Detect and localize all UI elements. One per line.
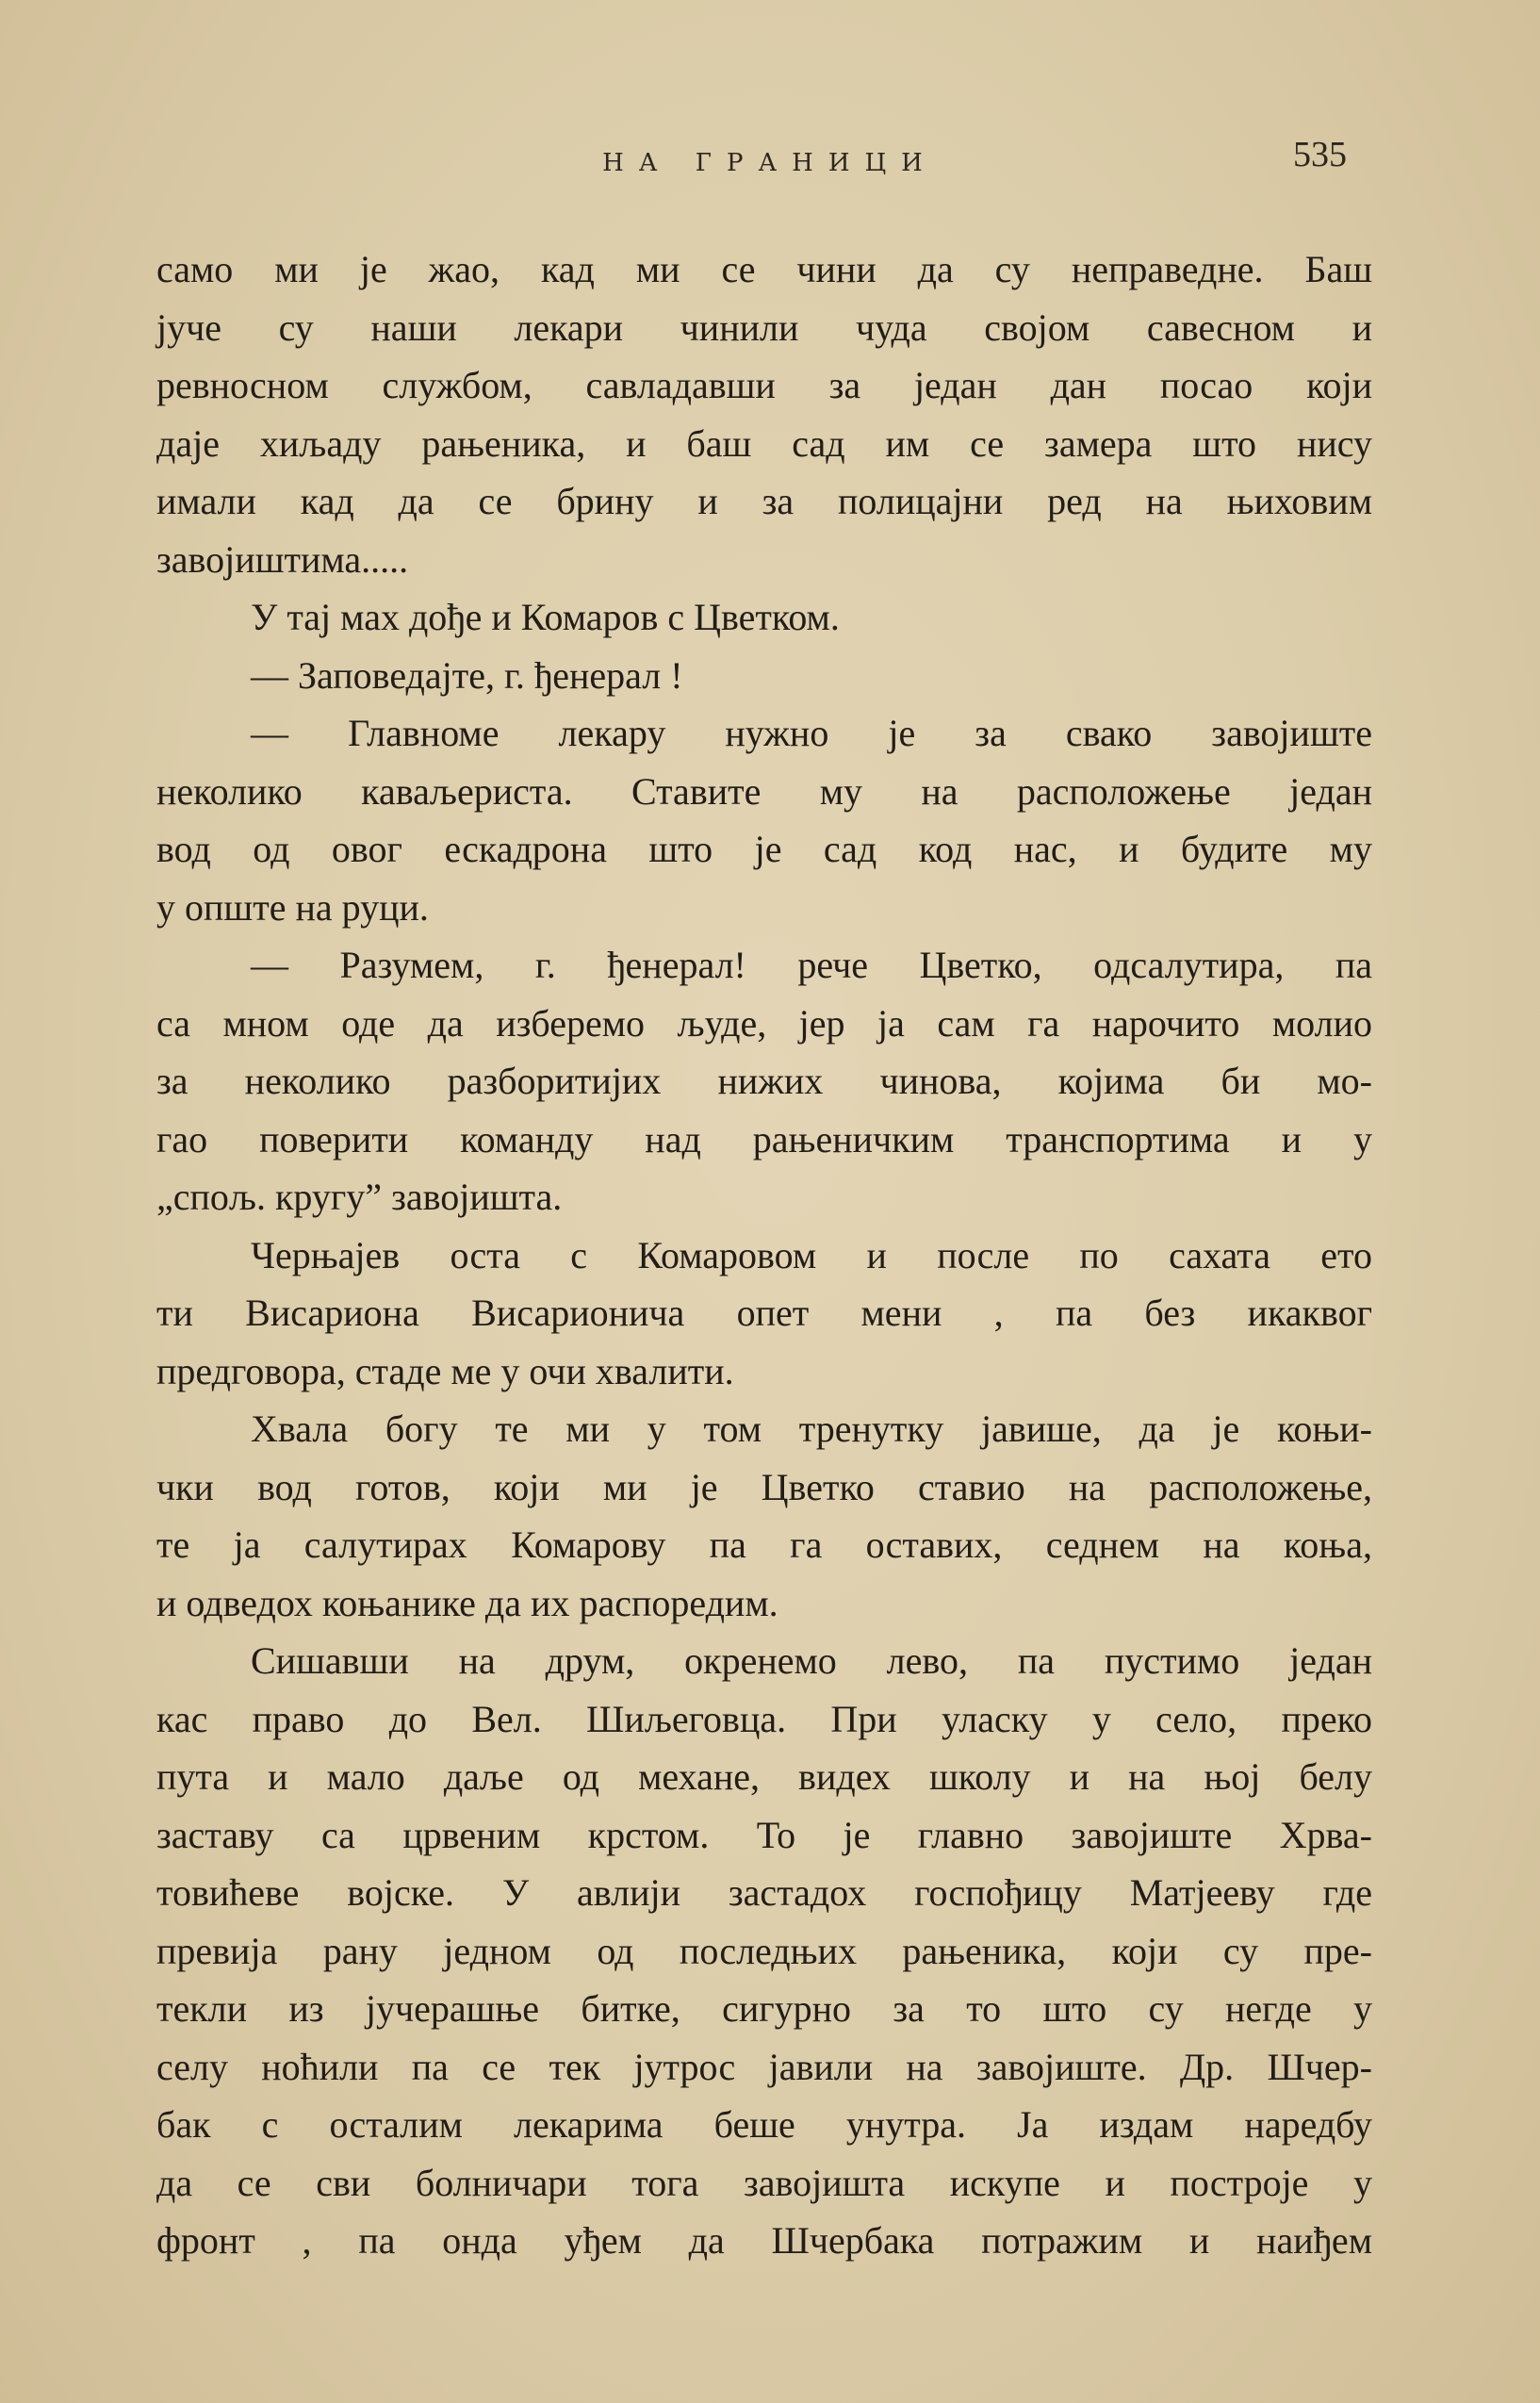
text-line: Черњајев оста с Комаровом и после по сахата ето bbox=[251, 1233, 1372, 1276]
text-line: за неколико разборитијих нижих чинова, којима би мо- bbox=[156, 1060, 1372, 1102]
body-text bbox=[156, 240, 1372, 2270]
text-line: имали кад да се брину и за полицајни ред на њиховим bbox=[156, 480, 1372, 522]
text-line: Сишавши на друм, окренемо лево, па пустимо један bbox=[251, 1639, 1372, 1682]
text-line: селу ноћили па се тек јутрос јавили на завојиште. Др. Шчер- bbox=[156, 2045, 1372, 2088]
text-line: у опште на руци. bbox=[156, 885, 429, 929]
text-line: фронт , па онда уђем да Шчербака потражим и наиђем bbox=[156, 2219, 1372, 2262]
running-title: НА ГРАНИЦИ bbox=[602, 149, 938, 177]
text-line: текли из јучерашње битке, сигурно за то што су негде у bbox=[156, 1987, 1372, 2030]
text-line: бак с осталим лекарима беше унутра. Ја издам наредбу bbox=[156, 2103, 1372, 2146]
page-number: 535 bbox=[1293, 135, 1347, 174]
text-line: товићеве војске. У авлији застадох госпођицу Матјееву где bbox=[156, 1871, 1372, 1914]
text-line: „спољ. кругу” завојишта. bbox=[156, 1176, 563, 1218]
text-line: ти Висариона Висарионича опет мени , па без икаквог bbox=[156, 1292, 1372, 1334]
text-line: са мном оде да изберемо људе, јер ја сам га нарочито молио bbox=[156, 1001, 1372, 1045]
text-line: предговора, стаде ме у очи хвалити. bbox=[156, 1349, 734, 1392]
text-line: превија рану једном од последњих рањеника, који су пре- bbox=[156, 1929, 1372, 1972]
text-line: пута и мало даље од механе, видех школу и на њој белу bbox=[156, 1755, 1372, 1798]
text-line: заставу са црвеним крстом. То је главно завојиште Хрва- bbox=[156, 1813, 1372, 1856]
text-line: — Главноме лекару нужно је за свако завојиште bbox=[251, 712, 1372, 754]
text-line: гао поверити команду над рањеничким транспортима и у bbox=[156, 1117, 1372, 1160]
text-line: кас право до Вел. Шиљеговца. При уласку у село, преко bbox=[156, 1697, 1372, 1740]
text-line: неколико каваљериста. Ставите му на расположење један bbox=[156, 769, 1372, 813]
text-line: даје хиљаду рањеника, и баш сад им се замера што нису bbox=[156, 421, 1372, 465]
text-line: вод од овог ескадрона што је сад код нас, и будите му bbox=[156, 828, 1372, 870]
text-line: јуче су наши лекари чинили чуда својом савесном и bbox=[156, 305, 1372, 349]
text-line: Хвала богу те ми у том тренутку јавише, да је коњи- bbox=[251, 1407, 1372, 1450]
text-line: У тај мах дође и Комаров с Цветком. bbox=[251, 596, 840, 638]
text-line: завојиштима..... bbox=[156, 537, 409, 581]
text-line: — Заповедајте, г. ђенерал ! bbox=[251, 653, 683, 697]
text-line: чки вод готов, који ми је Цветко ставио на расположење, bbox=[156, 1465, 1372, 1508]
text-line: — Разумем, г. ђенерал! рече Цветко, одсалутира, па bbox=[251, 944, 1372, 986]
text-line: и одведох коњанике да их распоредим. bbox=[156, 1581, 778, 1624]
text-line: само ми је жао, кад ми се чини да су неправедне. Баш bbox=[156, 248, 1372, 290]
text-line: те ја салутирах Комарову па га оставих, седнем на коња, bbox=[156, 1523, 1372, 1566]
text-line: да се сви болничари тога завојишта искупе и построје у bbox=[156, 2161, 1372, 2204]
text-line: ревносном службом, савладавши за један дан посао који bbox=[156, 364, 1372, 406]
